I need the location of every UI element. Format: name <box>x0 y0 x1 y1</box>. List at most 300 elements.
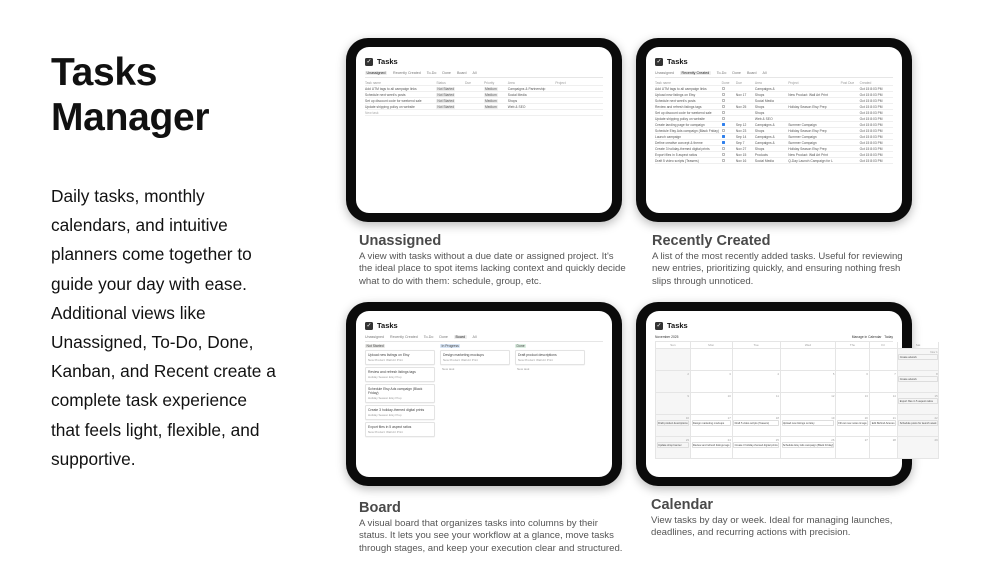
done-checkbox[interactable] <box>722 153 725 156</box>
status-badge-cell <box>436 105 465 109</box>
calendar-day[interactable] <box>656 371 691 393</box>
calendar-day[interactable] <box>898 437 940 459</box>
task-card[interactable] <box>515 350 585 365</box>
column-header[interactable]: Due <box>464 80 471 85</box>
unassigned-table <box>365 80 603 116</box>
new-task-button[interactable]: New task <box>365 110 603 116</box>
tab-to-do[interactable]: To-Do <box>423 335 434 339</box>
day-number: 29 <box>934 437 938 442</box>
day-number: 9 <box>687 393 689 398</box>
created-cell: Oct 15 8:03 PM <box>859 146 883 151</box>
done-checkbox[interactable] <box>722 123 725 126</box>
calendar-day[interactable] <box>870 393 898 415</box>
created-cell: Oct 15 8:03 PM <box>859 158 883 163</box>
task-card[interactable] <box>365 422 435 437</box>
tab-done[interactable]: Done <box>442 71 451 75</box>
priority-badge-cell <box>484 87 508 91</box>
app-title: Tasks <box>667 57 688 66</box>
calendar-day[interactable] <box>781 415 837 437</box>
task-name: Schedule Etsy Ads campaign (Black Friday) <box>655 128 719 133</box>
created-cell: Oct 15 8:03 PM <box>859 152 883 157</box>
day-number: 21 <box>892 415 896 420</box>
column-header[interactable]: Task name <box>655 80 671 85</box>
done-cell <box>722 123 736 127</box>
calendar-day[interactable] <box>691 371 733 393</box>
new-task-button[interactable]: New task <box>442 367 455 371</box>
area-cell: Shops <box>754 110 765 115</box>
area-cell: Shops <box>507 98 518 103</box>
board-device <box>346 302 622 486</box>
checkbox-icon: ✓ <box>366 322 372 329</box>
task-name-cell <box>365 93 436 97</box>
calendar-day[interactable] <box>656 349 691 371</box>
created-cell: Oct 15 8:03 PM <box>859 98 883 103</box>
done-cell <box>722 129 736 133</box>
done-checkbox[interactable] <box>722 105 725 108</box>
task-name: Update shipping policy on website <box>365 104 415 109</box>
done-cell <box>722 99 736 103</box>
calendar-day[interactable] <box>733 371 781 393</box>
calendar-day[interactable] <box>870 415 898 437</box>
task-name-cell <box>365 87 436 91</box>
weekday-label: Sun <box>656 342 691 349</box>
task-card[interactable] <box>365 367 435 382</box>
day-number: Nov 1 <box>930 349 938 354</box>
weekday-label: Thu <box>836 342 869 349</box>
task-name: Upload new listings on Etsy <box>655 92 696 97</box>
area-cell: Web & SEO <box>754 116 773 121</box>
tab-recently-created[interactable]: Recently Created <box>392 71 421 75</box>
calendar-event[interactable]: Edit Behind-Scenes <box>871 421 895 425</box>
tab-done[interactable]: Done <box>732 71 741 75</box>
calendar-day[interactable] <box>733 349 781 371</box>
task-card-title: Create 3 holiday-themed digital prints <box>368 408 425 412</box>
area-cell-cell <box>508 93 556 97</box>
calendar-event[interactable]: Fill out new notes & tags <box>838 421 867 425</box>
due-date: Nov 23 <box>735 128 747 133</box>
status-badge-cell <box>436 93 465 97</box>
day-number: 26 <box>831 437 835 442</box>
calendar-controls <box>852 335 893 339</box>
board-caption-description: A visual board that organizes tasks into columns by their status. It lets you see your workflow at a glance, move tasks through stages, and keep your execution clear and structured. <box>359 518 623 554</box>
area-cell: Shops <box>754 104 765 109</box>
calendar-month: November 2025 <box>655 335 679 339</box>
task-card-project: Holiday Season Etsy Prep <box>368 375 402 379</box>
weekday-label: Fri <box>870 342 898 349</box>
calendar-day[interactable] <box>781 437 837 459</box>
task-card-title: Export files in 5 aspect ratios <box>368 425 412 429</box>
calendar-event[interactable]: Export files in 5 aspect ratios <box>898 398 937 404</box>
project-cell: Holiday Season Etsy Prep <box>788 128 827 133</box>
recent-screen <box>646 47 902 213</box>
done-cell <box>722 141 736 145</box>
task-name: Create landing page for campaign <box>655 122 705 127</box>
task-name: Define creative concept & theme <box>655 140 703 145</box>
weekday-label: Mon <box>691 342 733 349</box>
day-number: 12 <box>831 393 835 398</box>
task-card-project: New Product: Wall Art Print <box>368 430 403 434</box>
tab-all[interactable]: All <box>472 71 477 75</box>
calendar-view <box>655 335 938 459</box>
area-cell: Social Media <box>754 158 774 163</box>
done-checkbox[interactable] <box>722 117 725 120</box>
project-cell: New Product: Wall Art Print <box>788 92 828 97</box>
task-name: Launch campaign <box>655 134 682 139</box>
done-checkbox[interactable] <box>722 111 725 114</box>
column-header[interactable]: Created <box>859 80 872 85</box>
calendar-day[interactable] <box>870 349 898 371</box>
area-cell: Campaigns & <box>754 86 775 91</box>
done-cell <box>722 111 736 115</box>
day-number: 3 <box>729 371 731 376</box>
created-cell: Oct 15 8:03 PM <box>859 92 883 97</box>
calendar-day[interactable] <box>733 437 781 459</box>
status-badge: Not Started <box>437 98 455 103</box>
task-card-title: Review and refresh listings tags <box>368 370 416 374</box>
priority-badge-cell <box>484 93 508 97</box>
task-name: Schedule next week's posts <box>365 92 406 97</box>
calendar-event[interactable]: Design marketing mockups <box>692 420 731 426</box>
created-cell: Oct 15 8:03 PM <box>859 104 883 109</box>
area-cell-cell <box>508 105 556 109</box>
calendar-event[interactable]: Create artwork <box>898 376 937 382</box>
calendar-day[interactable] <box>898 349 940 371</box>
created-cell: Oct 15 8:03 PM <box>859 110 883 115</box>
checkbox-icon: ✓ <box>656 58 662 65</box>
day-number: 28 <box>892 437 896 442</box>
area-cell: Campaigns & <box>754 122 775 127</box>
column-header[interactable]: Done <box>721 80 730 85</box>
area-cell: Products <box>754 152 768 157</box>
calendar-event[interactable]: Draft product descriptions <box>658 421 688 425</box>
task-name: Add UTM tags to all campaign links <box>365 86 417 91</box>
board-caption <box>359 500 624 555</box>
tab-unassigned[interactable]: Unassigned <box>365 335 384 339</box>
manage-calendar-button[interactable]: Manage in Calendar <box>851 335 882 339</box>
calendar-day[interactable] <box>691 415 733 437</box>
calendar-day[interactable] <box>870 371 898 393</box>
area-cell: Shops <box>754 146 765 151</box>
task-card-title: Draft product descriptions <box>518 353 557 357</box>
tab-unassigned[interactable]: Unassigned <box>366 71 386 75</box>
today-button[interactable]: Today <box>884 335 893 339</box>
task-card[interactable] <box>440 350 510 365</box>
hero-description: Daily tasks, monthly calendars, and intuitive planners come together to guide your day with ease. Additional views like Unassigned, To-Do, Done, Kanban, and Recent create a complete task experience that feels light, flexible, and supportive. <box>51 186 276 469</box>
calendar-day[interactable] <box>656 437 691 459</box>
done-checkbox[interactable] <box>722 93 725 96</box>
done-cell <box>722 87 736 91</box>
calendar-caption <box>651 497 916 540</box>
day-number: 11 <box>776 393 779 398</box>
calendar-caption-description: View tasks by day or week. Ideal for managing launches, deadlines, and recurring actions with precision. <box>651 515 893 539</box>
calendar-event[interactable]: Draft 5 video scripts (Teasers) <box>733 420 779 426</box>
calendar-event[interactable]: Schedule Etsy Ads campaign (Black Friday) <box>782 443 834 447</box>
task-name: Set up discount code for weekend sale <box>365 98 422 103</box>
status-badge-cell <box>436 99 465 103</box>
calendar-event[interactable]: Upload new listings on Etsy <box>782 420 835 426</box>
due-date: Sep 12 <box>735 122 747 127</box>
created-cell: Oct 15 8:03 PM <box>859 128 883 133</box>
calendar-day[interactable] <box>781 371 837 393</box>
area-cell: Campaigns & <box>754 134 775 139</box>
created-cell: Oct 15 8:03 PM <box>859 134 883 139</box>
day-number: 17 <box>727 415 731 420</box>
tab-to-do[interactable]: To-Do <box>426 71 437 75</box>
area-cell: Shops <box>754 128 765 133</box>
day-number: 25 <box>775 437 779 442</box>
area-cell-cell <box>508 87 556 91</box>
weekday-label: Tue <box>733 342 781 349</box>
task-card-title: Design marketing mockups <box>443 353 484 357</box>
calendar-day[interactable] <box>691 393 733 415</box>
priority-badge: Medium <box>484 98 497 103</box>
done-checkbox[interactable] <box>722 87 725 90</box>
app-title: Tasks <box>667 321 688 330</box>
day-number: 14 <box>892 393 896 398</box>
status-badge: Not Started <box>437 92 455 97</box>
column-status-badge: In Progress <box>441 344 459 348</box>
tab-recently-created[interactable]: Recently Created <box>389 335 418 339</box>
task-name: Export files in 5 aspect ratios <box>655 152 698 157</box>
calendar-day[interactable] <box>870 437 898 459</box>
day-number: 10 <box>727 393 731 398</box>
done-checkbox[interactable] <box>722 159 725 162</box>
calendar-toolbar <box>655 335 893 339</box>
weekday-label: Wed <box>781 342 837 349</box>
calendar-device <box>636 302 938 486</box>
project-cell: Holiday Season Etsy Prep <box>788 104 827 109</box>
hero-title-line-2: Manager <box>51 96 210 139</box>
view-tabs[interactable] <box>655 71 893 78</box>
calendar-caption-title: Calendar <box>651 497 714 513</box>
done-cell <box>722 153 736 157</box>
column-header[interactable]: Project <box>555 80 566 85</box>
column-header[interactable]: Post Due <box>840 80 855 85</box>
calendar-day[interactable] <box>836 371 869 393</box>
task-name: Create 3 holiday-themed digital prints <box>655 146 710 151</box>
column-header[interactable]: Area <box>754 80 762 85</box>
calendar-event[interactable]: Review and refresh listings tags <box>692 443 730 447</box>
due-date: Sep 7 <box>735 140 745 145</box>
unassigned-caption <box>359 233 629 288</box>
area-cell: Social Media <box>507 92 527 97</box>
new-task-button[interactable]: New task <box>517 367 530 371</box>
task-card-project: Holiday Season Etsy Prep <box>368 396 402 400</box>
calendar-day[interactable] <box>733 393 781 415</box>
done-checkbox[interactable] <box>722 135 725 138</box>
view-tabs[interactable] <box>365 335 603 342</box>
calendar-day[interactable] <box>836 437 869 459</box>
board-caption-title: Board <box>359 500 401 516</box>
tab-unassigned[interactable]: Unassigned <box>655 71 674 75</box>
task-name: Add UTM tags to all campaign links <box>655 86 707 91</box>
board-column <box>365 344 435 439</box>
task-card-title: Upload new listings on Etsy <box>368 353 410 357</box>
kanban-board <box>365 344 603 439</box>
app-header <box>365 321 398 330</box>
calendar-event[interactable]: Create artwork <box>898 354 937 360</box>
area-cell: Web & SEO <box>507 104 526 109</box>
day-number: 13 <box>864 393 868 398</box>
task-card[interactable] <box>365 384 435 403</box>
priority-badge: Medium <box>484 92 497 97</box>
area-cell: Campaigns & <box>754 140 775 145</box>
status-badge-cell <box>436 87 465 91</box>
table-row[interactable] <box>655 158 893 164</box>
board-column <box>440 344 510 439</box>
calendar-day[interactable] <box>898 415 940 437</box>
done-cell <box>722 135 736 139</box>
done-cell <box>722 93 736 97</box>
priority-badge-cell <box>484 99 508 103</box>
due-date: Sep 14 <box>735 134 747 139</box>
due-date: Nov 15 <box>735 152 747 157</box>
unassigned-device <box>346 38 622 222</box>
calendar-event[interactable]: Create 3 holiday-themed digital prints <box>734 443 778 447</box>
recent-caption <box>652 233 914 288</box>
tab-recently-created[interactable]: Recently Created <box>681 71 710 75</box>
done-cell <box>722 147 736 151</box>
calendar-day[interactable] <box>836 349 869 371</box>
project-cell: New Product: Wall Art Print <box>788 152 828 157</box>
task-name: Review and refresh listings tags <box>655 104 702 109</box>
unassigned-caption-title: Unassigned <box>359 233 442 249</box>
day-number: 22 <box>934 415 938 420</box>
tab-board[interactable]: Board <box>455 335 466 339</box>
done-checkbox[interactable] <box>722 147 725 150</box>
day-number: 15 <box>934 393 938 398</box>
day-number: 23 <box>685 437 689 442</box>
day-number: 19 <box>831 415 835 420</box>
task-name: Update shipping policy on website <box>655 116 705 121</box>
day-number: 7 <box>894 371 896 376</box>
task-card-project: New Product: Wall Art Print <box>518 358 553 362</box>
column-status-badge: Done <box>516 344 525 348</box>
calendar-day[interactable] <box>898 393 940 415</box>
done-cell <box>722 117 736 121</box>
column-header[interactable]: Status <box>436 80 446 85</box>
day-number: 4 <box>777 371 779 376</box>
tab-board[interactable]: Board <box>456 71 467 75</box>
weekday-label: Sat <box>898 342 940 349</box>
recent-caption-title: Recently Created <box>652 233 771 249</box>
status-badge: Not Started <box>437 104 455 109</box>
task-card-project: New Product: Wall Art Print <box>443 358 478 362</box>
tab-all[interactable]: All <box>762 71 767 75</box>
day-number: 6 <box>866 371 868 376</box>
day-number: 2 <box>687 371 689 376</box>
created-cell: Oct 15 8:03 PM <box>859 86 883 91</box>
calendar-day[interactable] <box>656 393 691 415</box>
column-status-badge: Not Started <box>366 344 384 348</box>
checkbox-icon: ✓ <box>366 58 372 65</box>
board-screen <box>356 311 612 477</box>
calendar-day[interactable] <box>733 415 781 437</box>
task-name-cell <box>365 105 436 109</box>
calendar-day[interactable] <box>836 415 869 437</box>
day-number: 5 <box>832 371 835 376</box>
area-cell: Social Media <box>754 98 774 103</box>
calendar-day[interactable] <box>898 371 940 393</box>
task-card-project: Holiday Season Etsy Prep <box>368 413 402 417</box>
tab-all[interactable]: All <box>472 335 477 339</box>
area-cell-cell <box>508 99 556 103</box>
recent-device <box>636 38 912 222</box>
task-card-title: Schedule Etsy Ads campaign (Black Friday) <box>368 387 423 395</box>
done-checkbox[interactable] <box>722 141 725 144</box>
created-cell: Oct 15 8:03 PM <box>859 122 883 127</box>
task-name: Set up discount code for weekend sale <box>655 110 712 115</box>
due-date: Nov 25 <box>735 104 747 109</box>
column-header[interactable]: Area <box>507 80 515 85</box>
task-name-cell <box>365 99 436 103</box>
area-cell: Campaigns & Partnership <box>507 86 546 91</box>
calendar-day[interactable] <box>781 393 837 415</box>
due-date: Nov 16 <box>735 158 747 163</box>
board-column <box>515 344 585 439</box>
tab-board[interactable]: Board <box>746 71 757 75</box>
view-tabs[interactable] <box>365 71 603 78</box>
calendar-day[interactable] <box>691 349 733 371</box>
calendar-event[interactable]: Update shop banner <box>657 442 689 448</box>
recent-table <box>655 80 893 164</box>
column-header[interactable]: Priority <box>483 80 495 85</box>
day-number: 27 <box>864 437 868 442</box>
done-cell <box>722 159 736 163</box>
task-card[interactable] <box>365 405 435 420</box>
project-cell: Holiday Season Etsy Prep <box>788 146 827 151</box>
task-name: Schedule next week's posts <box>655 98 696 103</box>
tab-to-do[interactable]: To-Do <box>716 71 727 75</box>
task-name: Draft 5 video scripts (Teasers) <box>655 158 699 163</box>
calendar-day[interactable] <box>781 349 837 371</box>
day-number: 16 <box>685 415 689 420</box>
app-title: Tasks <box>377 57 398 66</box>
priority-badge-cell <box>484 105 508 109</box>
calendar-day[interactable] <box>656 415 691 437</box>
day-number: 8 <box>936 371 938 376</box>
day-number: 18 <box>775 415 779 420</box>
calendar-grid <box>655 341 938 459</box>
priority-badge: Medium <box>484 86 497 91</box>
day-number: 20 <box>864 415 868 420</box>
unassigned-caption-description: A view with tasks without a due date or assigned project. It's the ideal place to spot items lacking context and quickly decide what to do with them: schedule, group, etc. <box>359 251 626 287</box>
due-date: Nov 17 <box>735 92 747 97</box>
hero-title-line-1: Tasks <box>51 51 158 94</box>
calendar-screen <box>646 311 938 477</box>
status-badge: Not Started <box>437 86 455 91</box>
app-header <box>365 57 398 66</box>
column-header[interactable]: Due <box>735 80 742 85</box>
done-checkbox[interactable] <box>722 129 725 132</box>
task-card[interactable] <box>365 350 435 365</box>
done-checkbox[interactable] <box>722 99 725 102</box>
app-title: Tasks <box>377 321 398 330</box>
column-header[interactable]: Task name <box>365 80 381 85</box>
project-cell: Summer Campaign <box>788 140 817 145</box>
recent-caption-description: A list of the most recently added tasks. Useful for reviewing new entries, prioritizing quickly, and ensuring nothing fresh slips through unnoticed. <box>652 251 903 287</box>
app-header <box>655 57 688 66</box>
column-header[interactable]: Project <box>788 80 799 85</box>
hero-title <box>51 50 209 140</box>
calendar-event[interactable]: Schedule posts for launch week <box>899 421 937 425</box>
tab-done[interactable]: Done <box>439 335 448 339</box>
area-cell: Shops <box>754 92 765 97</box>
calendar-day[interactable] <box>691 437 733 459</box>
priority-badge: Medium <box>484 104 497 109</box>
app-header <box>655 321 688 330</box>
calendar-day[interactable] <box>836 393 869 415</box>
